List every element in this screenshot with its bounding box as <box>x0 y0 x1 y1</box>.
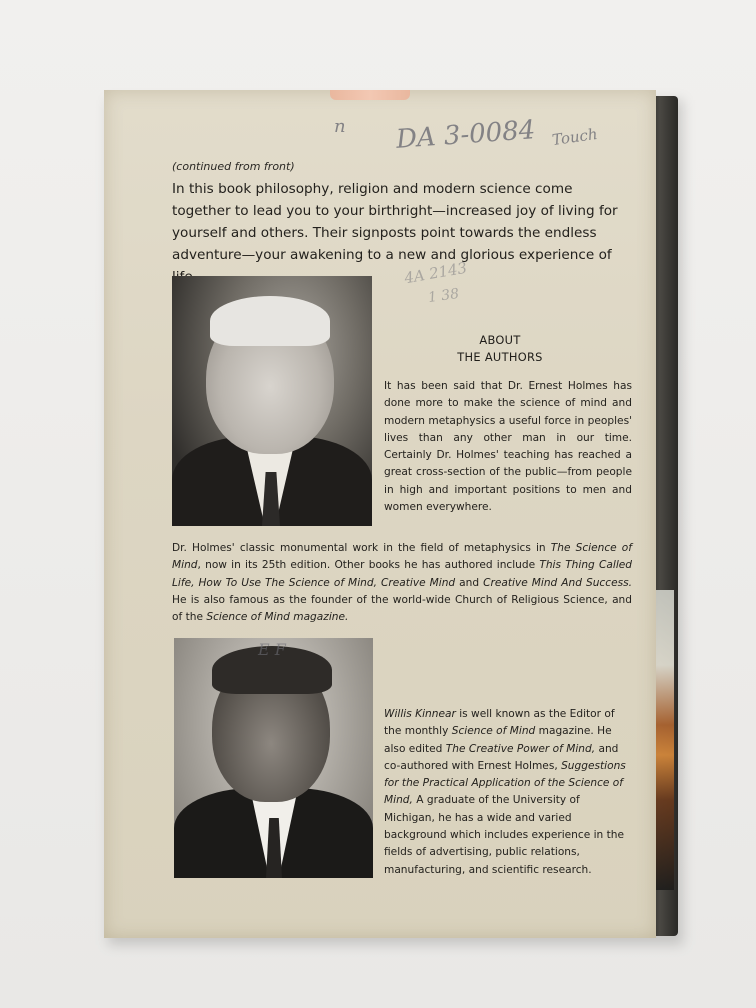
kinnear-book2: Suggestions for the Practical Application of the Science of Mind, <box>384 759 626 807</box>
about-line1: ABOUT <box>479 333 521 347</box>
photo-mark: E F <box>258 640 286 659</box>
handwriting-top: DA 3-0084 <box>395 115 537 155</box>
kinnear-magazine: Science of Mind <box>451 725 536 738</box>
kinnear-text-b: magazine. He also edited <box>384 725 612 755</box>
about-line2: THE AUTHORS <box>457 350 543 364</box>
handwriting-top-right: Touch <box>550 124 599 150</box>
jacket-tear <box>330 90 410 100</box>
intro-paragraph: In this book philosophy, religion and modern science come together to lead you to your birthright—increased joy of living for yourself and others. Their signposts point towards the endless adventure—your awakening to a new and glorious experience of <box>172 181 618 263</box>
works-text-a: Dr. Holmes' classic monumental work in the field of metaphysics in <box>172 542 551 554</box>
holmes-paragraph: It has been said that Dr. Ernest Holmes has done more to make the science of mind and modern metaphysics a useful force in peoples' lives than any other man in our time. Certainly Dr. Holmes' teaching has reached a great cross-section of the public—from people in high and important positions to men and women everywhere. <box>384 380 632 514</box>
continued-note: (continued from front) <box>172 160 295 173</box>
kinnear-book1: The Creative Power of Mind, <box>445 742 596 755</box>
works-text-c: and <box>455 576 484 589</box>
kinnear-name: Willis Kinnear <box>384 708 456 720</box>
handwriting-corner: n <box>334 116 346 137</box>
spine-artwork <box>654 590 674 890</box>
kinnear-paragraph <box>384 706 632 879</box>
works-title-success: Creative Mind And Success. <box>483 576 632 589</box>
about-heading <box>440 332 560 366</box>
handwriting-mid1: 4A 2143 <box>402 258 469 288</box>
works-title-science-of-mind: The Science of Mind <box>172 542 632 572</box>
handwriting-mid2: 1 38 <box>427 285 461 307</box>
kinnear-text-a: is well known as the Editor of the monthly <box>384 708 615 738</box>
portrait-ernest-holmes <box>172 276 372 526</box>
works-title-books: This Thing Called Life, How To Use The Science of Mind, Creative Mind <box>172 559 632 589</box>
portrait-willis-kinnear <box>174 638 373 878</box>
kinnear-text-d: A graduate of the University of Michigan, he has a wide and varied background which includes experience in the fields of advertising, public relations, manufacturing, and scientific research. <box>384 794 625 876</box>
works-paragraph <box>172 540 632 626</box>
kinnear-text-c: and co-authored with Ernest Holmes, <box>384 742 619 772</box>
works-text-b: , now in its 25th edition. Other books he has authored include <box>197 559 540 572</box>
works-text-d: He is also famous as the founder of the world-wide Church of Religious Science, and of the <box>172 593 632 624</box>
works-title-magazine: Science of Mind magazine. <box>206 611 349 624</box>
